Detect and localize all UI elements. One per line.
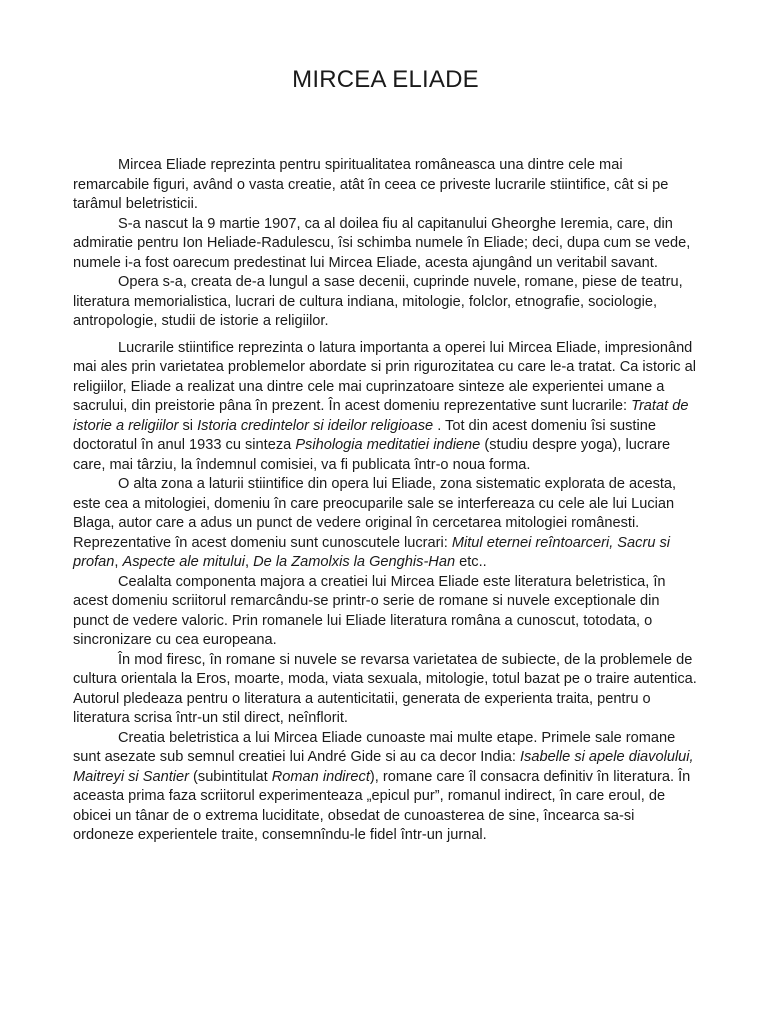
italic-title-text: Psihologia meditatiei indiene xyxy=(295,437,481,453)
text-run: S-a nascut la 9 martie 1907, ca al doilea fiu al capitanului Gheorghe Ieremia, care, din admiratie pentru Ion Heliade-Radulescu, îsi schimba numele în Eliade; deci, dupa cum se vede, numele i-a fost oarecum predestinat lui Mircea Eliade, acesta ajungând un veritabil savant. xyxy=(73,215,691,271)
text-run: Mircea Eliade reprezinta pentru spiritualitatea româneasca una dintre cele mai remarcabile figuri, având o vasta creatie, atât în ceea ce priveste lucrarile stiintifice, cât si pe tarâmul beletristicii. xyxy=(73,157,669,212)
italic-title-text: De la Zamolxis la Genghis-Han xyxy=(253,554,456,570)
paragraph xyxy=(73,651,698,729)
text-run: (studiu despre yoga), lucrare care, mai târziu, la îndemnul comisiei, va fi publicata într-o noua forma. xyxy=(73,437,671,473)
italic-title-text: Istoria credintelor si ideilor religioase xyxy=(197,417,434,434)
text-run: Opera s-a, creata de-a lungul a sase decenii, cuprinde nuvele, romane, piese de teatru, literatura memorialistica, lucrari de cultura indiana, mitologie, folclor, etnografie, sociologie, antropologie, studii de istorie a religiilor. xyxy=(73,274,683,329)
text-run: O alta zona a laturii stiintifice din opera lui Eliade, zona sistematic explorata de acesta, este cea a mitologiei, domeniu în care preocuparile sale se interfereaza cu cele ale lui Lucian Blaga, autor care a adus un punct de vedere original în cercetarea mitologiei românesti. Reprezentative în acest domeniu sunt cunoscutele lucrari: xyxy=(73,476,677,551)
text-run: si xyxy=(178,417,198,434)
text-run: Cealalta componenta majora a creatiei lui Mircea Eliade este literatura beletristica, în acest domeniu scriitorul remarcându-se printr-o serie de romane si nuvele exceptionale din punct de vedere valoric. Prin romanele lui Eliade literatura româna a cunoscut, totodata, o sincronizare cu cea europeana. xyxy=(73,573,666,648)
page-title: MIRCEA ELIADE xyxy=(292,66,479,93)
text-run: . Tot din acest domeniu îsi sustine doctoratul în anul 1933 cu sinteza xyxy=(73,417,656,453)
italic-title-text: Aspecte ale mitului xyxy=(122,554,245,570)
paragraph xyxy=(73,573,698,651)
paragraph xyxy=(73,339,698,476)
paragraph xyxy=(73,729,698,846)
paragraph xyxy=(73,215,698,274)
paragraph xyxy=(73,273,698,332)
text-run: etc.. xyxy=(455,554,487,570)
paragraph xyxy=(73,156,698,215)
italic-title-text: Isabelle si apele diavolului, Maitreyi si Santier xyxy=(73,749,694,785)
text-run: , xyxy=(114,554,123,570)
text-run: Creatia beletristica a lui Mircea Eliade cunoaste mai multe etape. Primele sale romane sunt asezate sub semnul creatiei lui André Gide si au ca decor India: xyxy=(73,729,676,765)
body-text xyxy=(73,156,698,846)
italic-title-text: Tratat de istorie a religiilor xyxy=(73,398,689,434)
text-run: ), romane care îl consacra definitiv în literatura. În aceasta prima faza scriitorul experimenteaza „epicul pur”, romanul indirect, în care eroul, de obicei un tânar de o extrema luciditate, obsedat de cunoasterea de sine, încearca sa-si ordoneze experientele traite, consemnîndu-le fidel într-un jurnal. xyxy=(73,768,691,843)
italic-title-text: Mitul eternei reîntoarceri, Sacru si profan xyxy=(73,534,671,570)
text-run: , xyxy=(245,554,254,570)
text-run: (subintitulat xyxy=(188,768,272,785)
text-run: Lucrarile stiintifice reprezinta o latura importanta a operei lui Mircea Eliade, impresionând mai ales prin varietatea problemelor abordate si prin rigurozitatea cu care le-a tratat. Ca istoric al religiilor, Eliade a realizat una dintre cele mai cuprinzatoare sinteze ale experientei umane a sacrului, din preistorie pâna în prezent. În acest domeniu reprezentative sunt lucrarile: xyxy=(73,339,696,414)
text-run: În mod firesc, în romane si nuvele se revarsa varietatea de subiecte, de la problemele de cultura orientala la Eros, moarte, moda, viata sexuala, mitologie, totul bazat pe o traire autentica. Autorul pledeaza pentru o literatura a autenticitatii, generata de experienta traita, pentru o literatura scrisa într-un stil direct, neînflorit. xyxy=(73,651,697,726)
italic-title-text: Roman indirect xyxy=(271,768,370,785)
paragraph xyxy=(73,475,698,573)
